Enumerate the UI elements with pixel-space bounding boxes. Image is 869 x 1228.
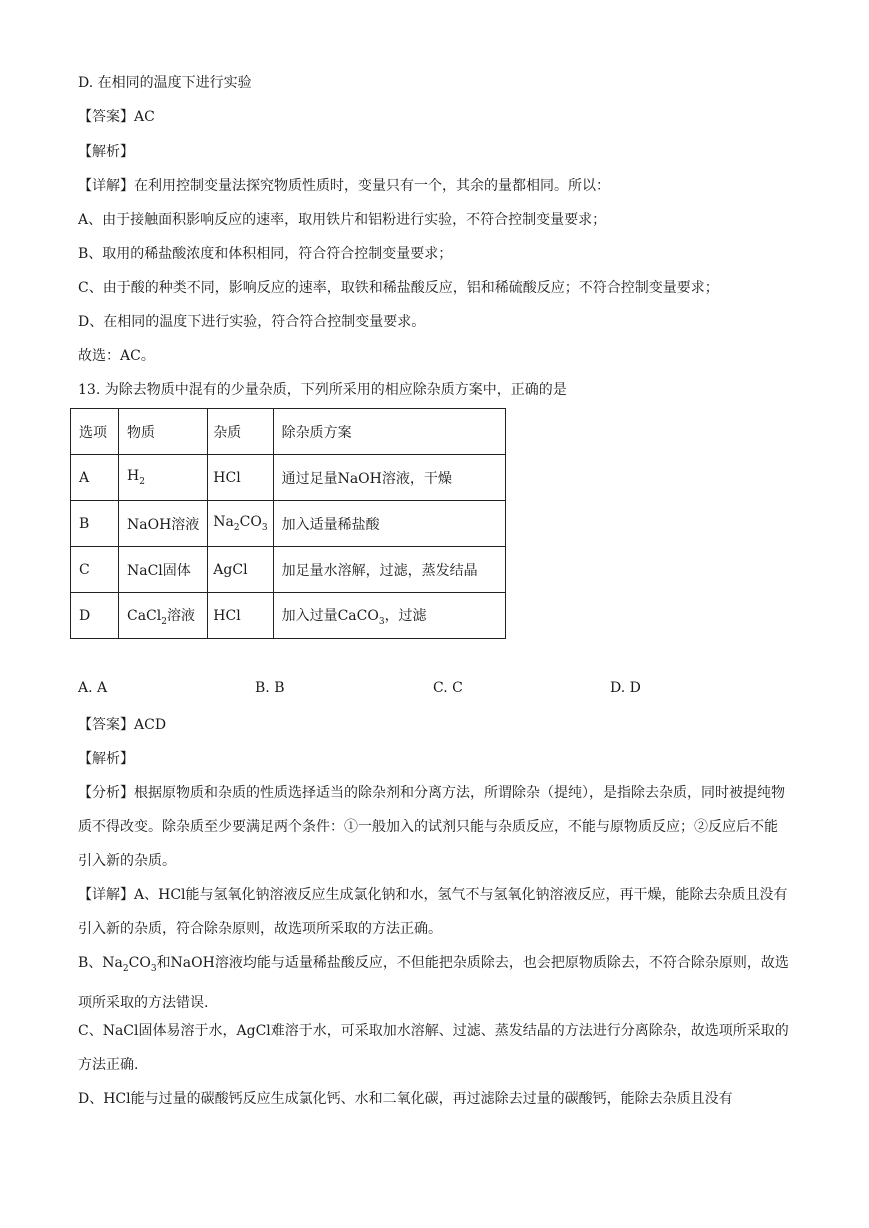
header-cell: 杂质: [208, 409, 273, 455]
table-row: [71, 593, 506, 639]
table-row: [71, 547, 506, 593]
impurity-cell: [208, 501, 273, 547]
formula-subscript: 3: [261, 522, 268, 533]
prev-analysis-label: 【解析】: [78, 144, 134, 160]
choice-d: D. D: [610, 680, 641, 696]
plan-cell: 加足量水溶解，过滤，蒸发结晶: [273, 547, 505, 593]
formula-part: ，过滤: [384, 607, 427, 624]
prev-detail-line: C、由于酸的种类不同，影响反应的速率，取铁和稀盐酸反应，铝和稀硫酸反应；不符合控制变量要求；: [78, 280, 719, 296]
option-cell: B: [71, 501, 119, 547]
prev-detail-line: A、由于接触面积影响反应的速率，取用铁片和铝粉进行实验，不符合控制变量要求；: [78, 212, 607, 228]
table-header-row: [71, 409, 506, 455]
choice-a: A. A: [78, 680, 108, 696]
analysis-paragraph: 【分析】根据原物质和杂质的性质选择适当的除杂剂和分离方法，所谓除杂（提纯），是指除去杂质，同时被提纯物质不得改变。除杂质至少要满足两个条件：①一般加入的试剂只能与杂质反应，不能与原物质反应；②反应后不能引入新的杂质。: [78, 785, 785, 869]
option-cell: D: [71, 593, 119, 639]
formula-subscript: 3: [378, 616, 385, 627]
formula-part: CO: [239, 514, 262, 531]
plan-cell: 加入适量稀盐酸: [273, 501, 505, 547]
formula-subscript: 2: [122, 963, 129, 974]
option-cell: C: [71, 547, 119, 593]
detail-b-text: 和NaOH溶液均能与适量稀盐酸反应，不但能把杂质除去，也会把原物质除去，不符合除杂原则，故选项所采取的方法错误.: [78, 955, 789, 1011]
formula-main: 加入过量CaCO: [281, 607, 379, 624]
formula-main: Na: [213, 514, 234, 531]
prev-detail-line: D、在相同的温度下进行实验，符合符合控制变量要求。: [78, 314, 426, 330]
prev-option-d: D. 在相同的温度下进行实验: [78, 75, 252, 91]
formula-subscript: 3: [150, 963, 157, 974]
substance-cell: NaCl固体: [119, 547, 208, 593]
impurity-cell: HCl: [208, 455, 273, 501]
detail-b-text: B、Na: [78, 955, 123, 971]
prev-answer: 【答案】AC: [78, 109, 155, 125]
formula-part: 溶液: [166, 607, 195, 624]
detail-b-paragraph: [78, 946, 790, 1020]
option-cell: A: [71, 455, 119, 501]
table-row: [71, 501, 506, 547]
substance-cell: NaOH溶液: [119, 501, 208, 547]
prev-detail-line: B、取用的稀盐酸浓度和体积相同，符合符合控制变量要求；: [78, 246, 453, 262]
detail-d-paragraph: D、HCl能与过量的碳酸钙反应生成氯化钙、水和二氧化碳，再过滤除去过量的碳酸钙，能除去杂质且没有: [78, 1091, 733, 1107]
substance-cell: [119, 455, 208, 501]
choice-c: C. C: [433, 680, 463, 696]
prev-conclusion: 故选：AC。: [78, 348, 155, 364]
formula-main: CaCl: [127, 607, 162, 624]
detail-a-paragraph: 【详解】A、HCl能与氢氧化钠溶液反应生成氯化钠和水，氢气不与氢氧化钠溶液反应，再干燥，能除去杂质且没有引入新的杂质，符合除杂原则，故选项所采取的方法正确。: [78, 887, 788, 937]
formula-subscript: 2: [161, 616, 167, 627]
impurity-cell: HCl: [208, 593, 273, 639]
detail-c-paragraph: C、NaCl固体易溶于水，AgCl难溶于水，可采取加水溶解、过滤、蒸发结晶的方法进行分离除杂，故选项所采取的方法正确.: [78, 1023, 789, 1073]
table-row: [71, 455, 506, 501]
formula-subscript: 2: [233, 522, 240, 533]
formula-subscript: 2: [139, 476, 145, 487]
choice-b: B. B: [255, 680, 285, 696]
plan-cell: [273, 593, 505, 639]
prev-detail-line: 【详解】在利用控制变量法探究物质性质时，变量只有一个，其余的量都相同。所以：: [78, 178, 610, 194]
header-cell: 除杂质方案: [273, 409, 505, 455]
plan-cell: 通过足量NaOH溶液，干燥: [273, 455, 505, 501]
question-stem: 13. 为除去物质中混有的少量杂质，下列所采用的相应除杂质方案中，正确的是: [78, 382, 567, 398]
answer: 【答案】ACD: [78, 717, 167, 733]
formula-main: H: [127, 468, 140, 485]
impurity-cell: AgCl: [208, 547, 273, 593]
analysis-label: 【解析】: [78, 751, 134, 767]
impurity-table: [70, 408, 506, 639]
header-cell: 选项: [71, 409, 119, 455]
substance-cell: [119, 593, 208, 639]
header-cell: 物质: [119, 409, 208, 455]
detail-b-text: CO: [128, 955, 151, 971]
